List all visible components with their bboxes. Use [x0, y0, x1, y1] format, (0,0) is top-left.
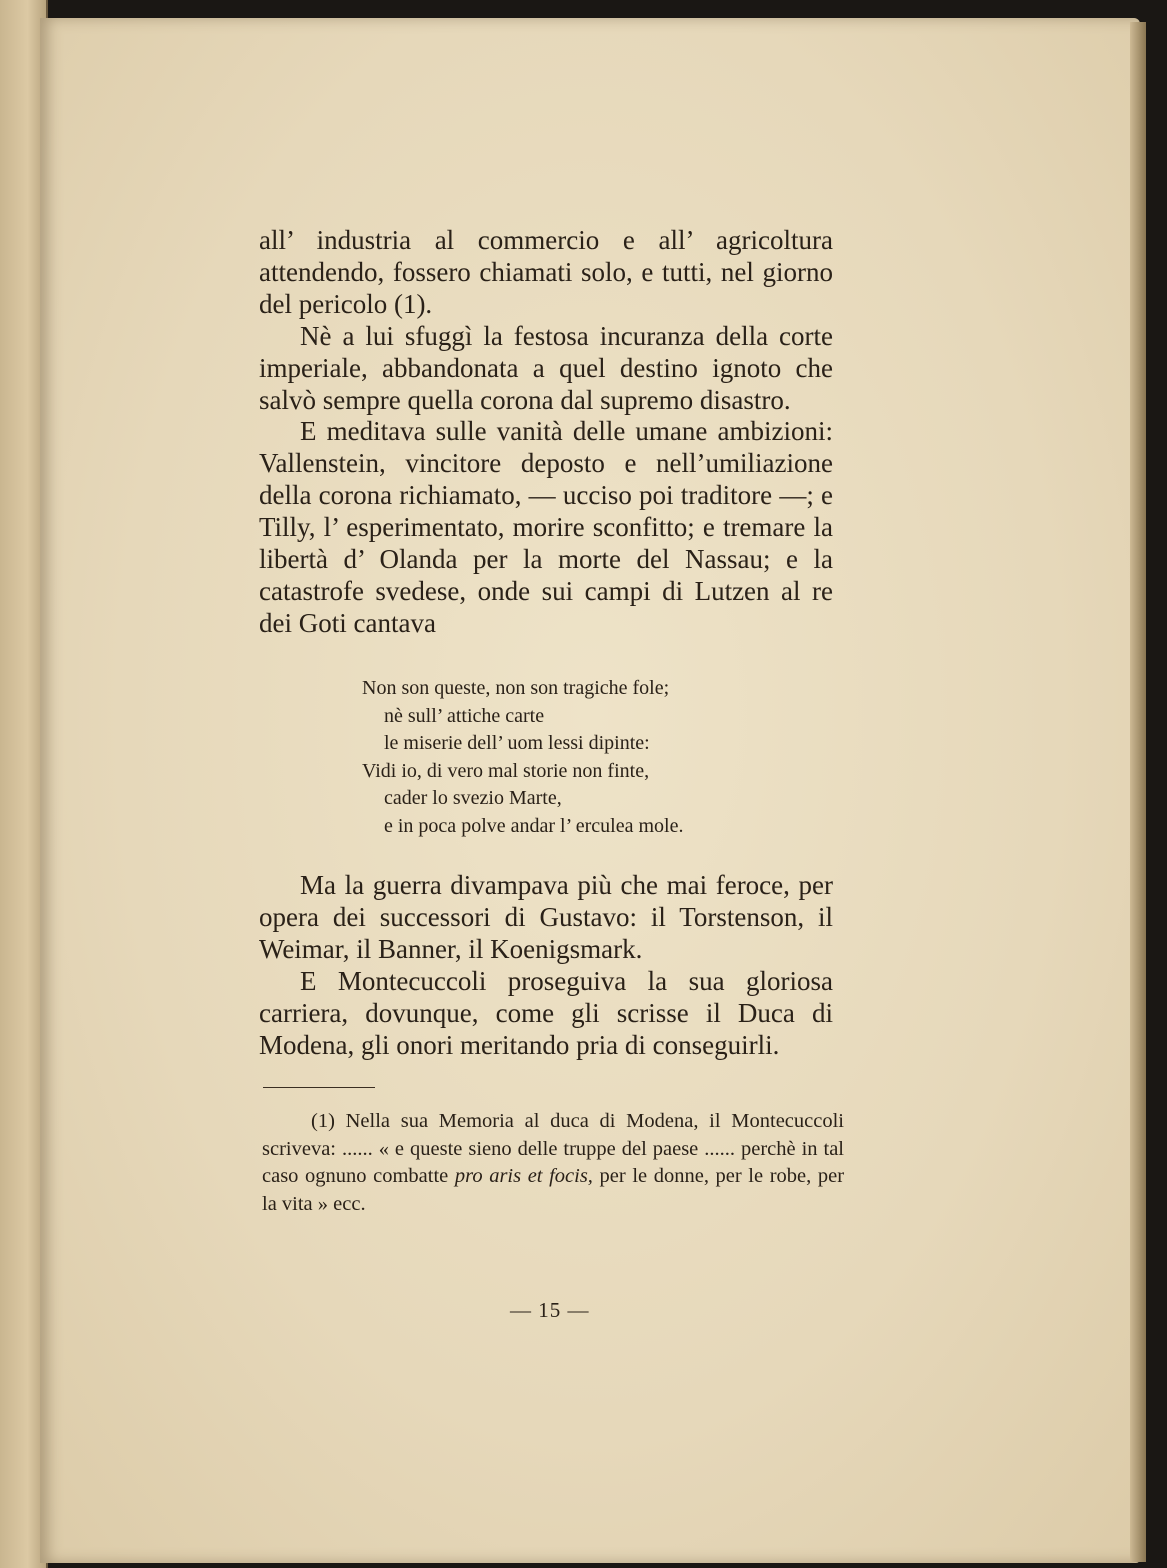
verse-quotation	[362, 675, 683, 840]
verse-line: e in poca polve andar l’ erculea mole.	[384, 814, 684, 837]
paragraph: Nè a lui sfuggì la festosa incuranza della corte imperiale, abbandonata a quel destino ignoto che salvò sempre quella corona dal supremo disastro.	[259, 320, 833, 415]
page-number: — 15 —	[510, 1298, 590, 1322]
footnote-latin-phrase: pro aris et focis,	[454, 1165, 593, 1187]
paragraph: E Montecuccoli proseguiva la sua gloriosa carriera, dovunque, come gli scrisse il Duca di Modena, gli onori meritando pria di conseguirli.	[259, 965, 833, 1060]
paragraph: Ma la guerra divampava più che mai feroce, per opera dei successori di Gustavo: il Torstenson, il Weimar, il Banner, il Koenigsmark.	[259, 870, 833, 964]
verse-line: Non son queste, non son tragiche fole;	[362, 677, 670, 699]
verse-line: nè sull’ attiche carte	[384, 704, 545, 727]
verse-line: cader lo svezio Marte,	[384, 787, 562, 809]
verse-line: le miserie dell’ uom lessi dipinte:	[384, 732, 650, 754]
footnote-separator	[263, 1087, 375, 1088]
footnote-text-end: per le donne, per le robe, per la vita » ecc.	[262, 1165, 845, 1215]
main-text-block	[259, 225, 833, 640]
paragraph: all’ industria al commercio e all’ agricoltura attendendo, fossero chiamati solo, e tutti, nel giorno del pericolo (1).	[259, 225, 833, 319]
footnote	[262, 1108, 844, 1218]
main-text-block-continued	[259, 870, 833, 1061]
paragraph: E meditava sulle vanità delle umane ambizioni: Vallenstein, vincitore deposto e nell’umiliazione della corona richiamato, — ucciso poi traditore —; e Tilly, l’ esperimentato, morire sconfitto; e tremare la libertà d’ Olanda per la morte del Nassau; e la catastrofe svedese, onde sui campi di Lutzen al re dei Goti cantava	[259, 416, 833, 638]
footnote-text: (1) Nella sua Memoria al duca di Modena, il Montecuccoli scriveva: ...... « e queste sieno delle truppe del paese ...... perchè in tal caso ognuno combatte	[262, 1110, 844, 1187]
page-fore-edge	[1130, 22, 1146, 1562]
verse-line: Vidi io, di vero mal storie non finte,	[362, 759, 650, 782]
